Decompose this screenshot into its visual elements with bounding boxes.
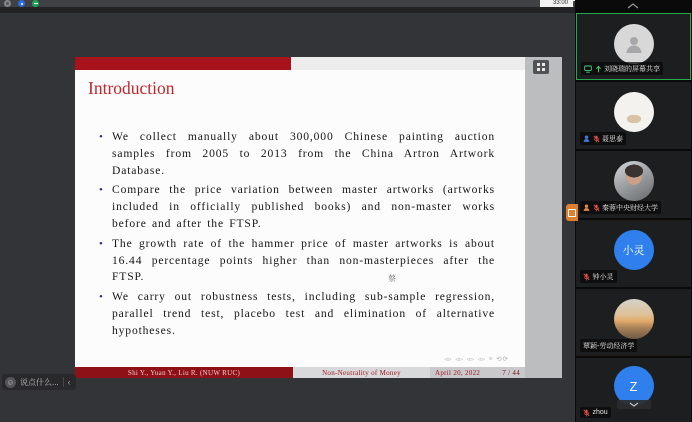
blue-circle-icon[interactable]	[18, 0, 25, 7]
top-dark-band	[0, 7, 575, 13]
chat-quick-input[interactable]	[2, 374, 76, 390]
person-icon	[583, 204, 590, 211]
sidebar-handle-badge[interactable]	[566, 204, 578, 221]
footer-page-number: 7 / 44	[502, 368, 520, 377]
avatar	[614, 299, 654, 339]
footer-date-page	[430, 367, 525, 378]
participant-name: 秦蓉中央财经大学	[602, 204, 658, 212]
slide-title: Introduction	[88, 78, 175, 98]
chat-placeholder: 说点什么...	[20, 377, 59, 387]
gray-circle-icon[interactable]	[4, 0, 11, 7]
muted-mic-icon	[593, 204, 600, 212]
muted-mic-icon	[593, 135, 600, 143]
participants-sidebar	[575, 0, 692, 422]
participant-label	[580, 407, 611, 418]
sharing-arrow-icon	[595, 65, 602, 73]
chevron-down-icon	[629, 402, 639, 407]
slide-top-bar-red	[75, 57, 291, 70]
collapse-chevron-icon[interactable]: ‹	[67, 377, 71, 387]
slide-bullet: • The growth rate of the hammer price of master artworks is about 16.44 percentage points higher than non-masterpieces after the FTSP.	[98, 236, 495, 286]
avatar	[614, 230, 654, 270]
slide-top-bar	[75, 57, 525, 70]
participant-label	[580, 270, 617, 283]
muted-mic-icon	[583, 409, 590, 417]
beamer-nav-symbols: ◃▹ ◃▹ ◃▹ ◃▹ ≡ ⟲⟳	[444, 356, 509, 363]
slide-footer	[75, 367, 525, 378]
participant-name: 钟小灵	[592, 273, 614, 281]
person-icon	[583, 135, 590, 142]
top-toolbar-band	[0, 0, 540, 7]
shared-slide	[75, 57, 525, 378]
grid-icon	[537, 63, 545, 71]
participant-label	[581, 62, 663, 75]
scroll-up-chevron-icon[interactable]	[627, 3, 639, 9]
divider	[63, 377, 64, 387]
avatar-initials: Z	[629, 378, 638, 394]
slide-bullet-list	[98, 129, 495, 343]
avatar-initials: 小灵	[622, 245, 645, 257]
avatar	[614, 92, 654, 132]
participant-name: 覃颖-劳动经济学	[583, 342, 635, 350]
emoji-icon: ☺	[6, 377, 15, 387]
scroll-down-button[interactable]	[617, 400, 651, 409]
footer-short-title: Non-Neutrality of Money	[293, 367, 430, 378]
participant-tile[interactable]	[576, 358, 691, 422]
participant-tile[interactable]	[576, 13, 691, 80]
participant-tile[interactable]	[576, 289, 691, 356]
pdf-viewer-gutter	[525, 57, 562, 378]
presenter-pointer-annotation: 蔡	[388, 274, 396, 283]
meeting-timer: 33:00	[553, 0, 569, 6]
participant-label	[580, 132, 626, 145]
system-tray	[4, 0, 39, 7]
layout-grid-button[interactable]	[533, 60, 549, 74]
screen-share-icon	[584, 65, 592, 73]
avatar	[614, 161, 654, 201]
participant-tile[interactable]	[576, 151, 691, 218]
participant-label	[580, 201, 661, 214]
participant-label	[580, 339, 637, 352]
avatar	[614, 24, 654, 64]
slide-bullet: • Compare the price variation between master artworks (artworks included in officially published books) and non-master works before and after the FTSP.	[98, 182, 495, 232]
muted-mic-icon	[583, 273, 590, 281]
participant-name: zhou	[592, 409, 608, 416]
slide-bullet: • We collect manually about 300,000 Chinese painting auction samples from 2005 to 2013 from the China Artron Artwork Database.	[98, 129, 495, 179]
participant-name: 聂思泰	[602, 135, 623, 143]
footer-date: April 20, 2022	[435, 368, 481, 377]
slide-bullet: • We carry out robustness tests, including sub-sample regression, parallel trend test, placebo test and elimination of alternative hypotheses.	[98, 289, 495, 339]
participant-name: 刘晓瑞的屏幕共享	[604, 65, 660, 73]
green-chart-icon[interactable]	[32, 0, 39, 7]
participant-tile[interactable]	[576, 82, 691, 149]
participant-tile[interactable]	[576, 220, 691, 287]
footer-authors: Shi Y., Yuan Y., Liu R. (NUW RUC)	[75, 367, 293, 378]
person-silhouette-icon	[623, 33, 645, 55]
